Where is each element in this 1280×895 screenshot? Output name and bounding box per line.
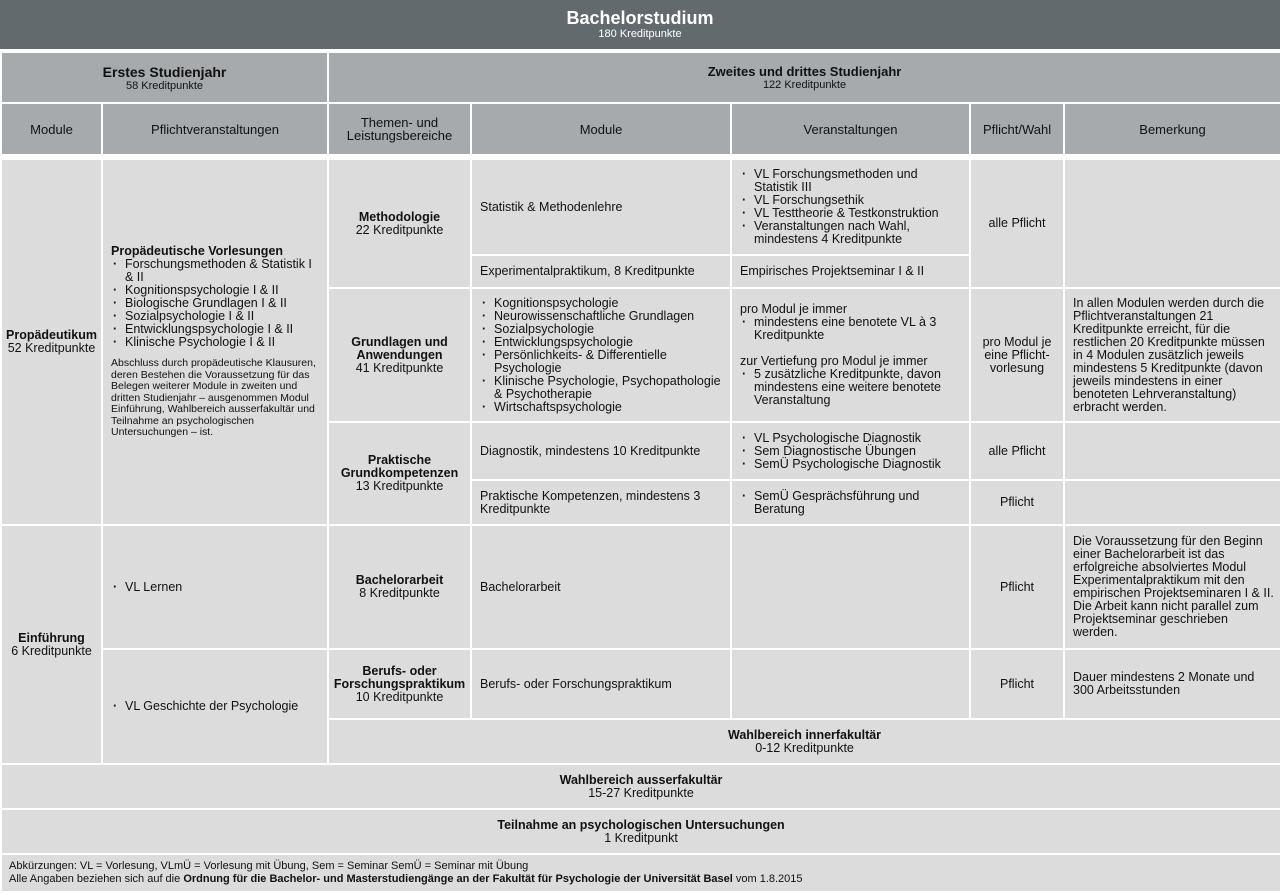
grundlagen-veranstaltungen: pro Modul je immer · mindestens eine benotete VL à 3 Kreditpunkte zur Vertiefung pro Modul je immer · 5 zusätzliche Kreditpunkte, davon mindestens eine weitere benotete Veranstaltung (731, 288, 970, 422)
list-item: · Forschungsmethoden & Statistik I & II (111, 258, 321, 284)
col-bemerkung: Bemerkung (1064, 103, 1280, 155)
col-veranstaltungen: Veranstaltungen (731, 103, 970, 155)
year1-header: Erstes Studienjahr 58 Kreditpunkte (1, 52, 328, 103)
propaedeutikum-vorlesungen: Propädeutische Vorlesungen · Forschungsmethoden & Statistik I & II · Kognitionspsychologie I & II · Biologische Grundlagen I & II · Sozialpsychologie I & II · Entwicklungspsychologie I & II · Klinische Psychologie I & II Abschluss durch propädeutische Klausuren, deren Bestehen die Voraussetzung für das Belegen weiterer Module in zweiten und dritten Studienjahr – ausgenommen Modul Einführung, Wahlbereich ausserfakultär und Teilnahme an psychologischen Untersuchungen – ist. (102, 159, 328, 525)
methodologie-bemerkung (1064, 159, 1280, 288)
list-item: · VL Forschungsethik (740, 194, 963, 207)
methodologie-module-b: Experimentalpraktikum, 8 Kreditpunkte (471, 255, 731, 288)
praktikum-veranstaltungen (731, 649, 970, 719)
praktische-module-a: Diagnostik, mindestens 10 Kreditpunkte (471, 422, 731, 480)
praktikum-bemerkung: Dauer mindestens 2 Monate und 300 Arbeitsstunden (1064, 649, 1280, 719)
bachelorarbeit-area: Bachelorarbeit 8 Kreditpunkte (328, 525, 471, 649)
praktische-pflicht-a: alle Pflicht (970, 422, 1064, 480)
col-themen: Themen- und Leistungsbereiche (328, 103, 471, 155)
list-item: · Sem Diagnostische Übungen (740, 445, 963, 458)
methodologie-pflicht: alle Pflicht (970, 159, 1064, 288)
list-item: · VL Testtheorie & Testkonstruktion (740, 207, 963, 220)
bachelorarbeit-veranstaltungen (731, 525, 970, 649)
footer-abbreviations: Abkürzungen: VL = Vorlesung, VLmÜ = Vorlesung mit Übung, Sem = Seminar SemÜ = Seminar mit Übung (9, 860, 529, 872)
list-item: · Persönlichkeits- & Differentielle Psychologie (480, 349, 724, 375)
list-item: · Veranstaltungen nach Wahl, mindestens 4 Kreditpunkte (740, 220, 963, 246)
list-item: · VL Geschichte der Psychologie (111, 700, 321, 713)
list-item: · Kognitionspsychologie I & II (111, 284, 321, 297)
footer-notes (1, 854, 1280, 892)
list-item: · Entwicklungspsychologie I & II (111, 323, 321, 336)
list-item: · Entwicklungspsychologie (480, 336, 724, 349)
list-item: · Wirtschaftspsychologie (480, 401, 724, 414)
teilnahme-untersuchungen: Teilnahme an psychologischen Untersuchungen 1 Kreditpunkt (1, 809, 1280, 854)
grundlagen-module (471, 288, 731, 422)
bachelorarbeit-pflicht: Pflicht (970, 525, 1064, 649)
wahlbereich-inner: Wahlbereich innerfakultär 0-12 Kreditpunkte (328, 719, 1280, 764)
praktische-veranstaltungen-a (731, 422, 970, 480)
col-module-2: Module (471, 103, 731, 155)
col-pflicht-wahl: Pflicht/Wahl (970, 103, 1064, 155)
list-item: · Sozialpsychologie I & II (111, 310, 321, 323)
propaedeutikum-list (111, 258, 321, 349)
methodologie-veranstaltungen-b: Empirisches Projektseminar I & II (731, 255, 970, 288)
propaedeutikum-module: Propädeutikum 52 Kreditpunkte (1, 159, 102, 525)
wahlbereich-ausser: Wahlbereich ausserfakultär 15-27 Kreditpunkte (1, 764, 1280, 809)
praktikum-module: Berufs- oder Forschungspraktikum (471, 649, 731, 719)
methodologie-module-a: Statistik & Methodenlehre (471, 159, 731, 255)
list-item: · Sozialpsychologie (480, 323, 724, 336)
list-item: · mindestens eine benotete VL à 3 Kreditpunkte (740, 316, 963, 342)
list-item: · SemÜ Psychologische Diagnostik (740, 458, 963, 471)
list-item: · VL Lernen (111, 581, 321, 594)
list-item: · VL Psychologische Diagnostik (740, 432, 963, 445)
year2-header: Zweites und drittes Studienjahr 122 Kreditpunkte (328, 52, 1280, 103)
col-pflichtveranstaltungen: Pflichtveranstaltungen (102, 103, 328, 155)
praktikum-area: Berufs- oder Forschungspraktikum 10 Kreditpunkte (328, 649, 471, 719)
einfuehrung-geschichte (102, 649, 328, 764)
einfuehrung-module: Einführung 6 Kreditpunkte (1, 525, 102, 764)
list-item: · Klinische Psychologie I & II (111, 336, 321, 349)
praktische-bemerkung-a (1064, 422, 1280, 480)
praktische-bemerkung-b (1064, 480, 1280, 525)
footer-reference: Alle Angaben beziehen sich auf die Ordnung für die Bachelor- und Masterstudiengänge an der Fakultät für Psychologie der Universität Basel vom 1.8.2015 (9, 873, 803, 885)
praktische-veranstaltungen-b (731, 480, 970, 525)
bachelorarbeit-bemerkung: Die Voraussetzung für den Beginn einer Bachelorarbeit ist das erfolgreiche absolviertes Modul Experimentalpraktikum mit den empirischen Projektseminaren I & II. Die Arbeit kann nicht parallel zum Projektseminar geschrieben werden. (1064, 525, 1280, 649)
methodologie-veranstaltungen-a (731, 159, 970, 255)
propaedeutikum-note: Abschluss durch propädeutische Klausuren, deren Bestehen die Voraussetzung für das Belegen weiterer Module in zweiten und dritten Studienjahr – ausgenommen Modul Einführung, Wahlbereich ausserfakultär und Teilnahme an psychologischen Untersuchungen – ist. (111, 357, 316, 439)
grundlagen-bemerkung: In allen Modulen werden durch die Pflichtveranstaltungen 21 Kreditpunkte erreicht, für die restlichen 20 Kreditpunkte müssen in 4 Modulen zusätzlich jeweils mindestens 5 Kreditpunkte (davon jeweils mindestens in einer benoteten Lehrveranstaltung) erbracht werden. (1064, 288, 1280, 422)
einfuehrung-lernen (102, 525, 328, 649)
bachelorarbeit-module: Bachelorarbeit (471, 525, 731, 649)
praktikum-pflicht: Pflicht (970, 649, 1064, 719)
curriculum-table (0, 51, 1280, 893)
col-module: Module (1, 103, 102, 155)
page-subtitle: 180 Kreditpunkte (598, 28, 682, 40)
page-title: Bachelorstudium (566, 8, 714, 28)
praktische-pflicht-b: Pflicht (970, 480, 1064, 525)
list-item: · VL Forschungsmethoden und Statistik III (740, 168, 963, 194)
list-item: · SemÜ Gesprächsführung und Beratung (740, 490, 963, 516)
grundlagen-pflicht: pro Modul je eine Pflicht-vorlesung (970, 288, 1064, 422)
list-item: · Klinische Psychologie, Psychopathologie & Psychotherapie (480, 375, 724, 401)
praktische-module-b: Praktische Kompetenzen, mindestens 3 Kreditpunkte (471, 480, 731, 525)
list-item: · Kognitionspsychologie (480, 297, 724, 310)
list-item: · 5 zusätzliche Kreditpunkte, davon mindestens eine weitere benotete Veranstaltung (740, 368, 963, 407)
title-banner (0, 0, 1280, 49)
list-item: · Biologische Grundlagen I & II (111, 297, 321, 310)
methodologie-area: Methodologie 22 Kreditpunkte (328, 159, 471, 288)
grundlagen-area: Grundlagen und Anwendungen 41 Kreditpunkte (328, 288, 471, 422)
praktische-area: Praktische Grundkompetenzen 13 Kreditpunkte (328, 422, 471, 525)
list-item: · Neurowissenschaftliche Grundlagen (480, 310, 724, 323)
